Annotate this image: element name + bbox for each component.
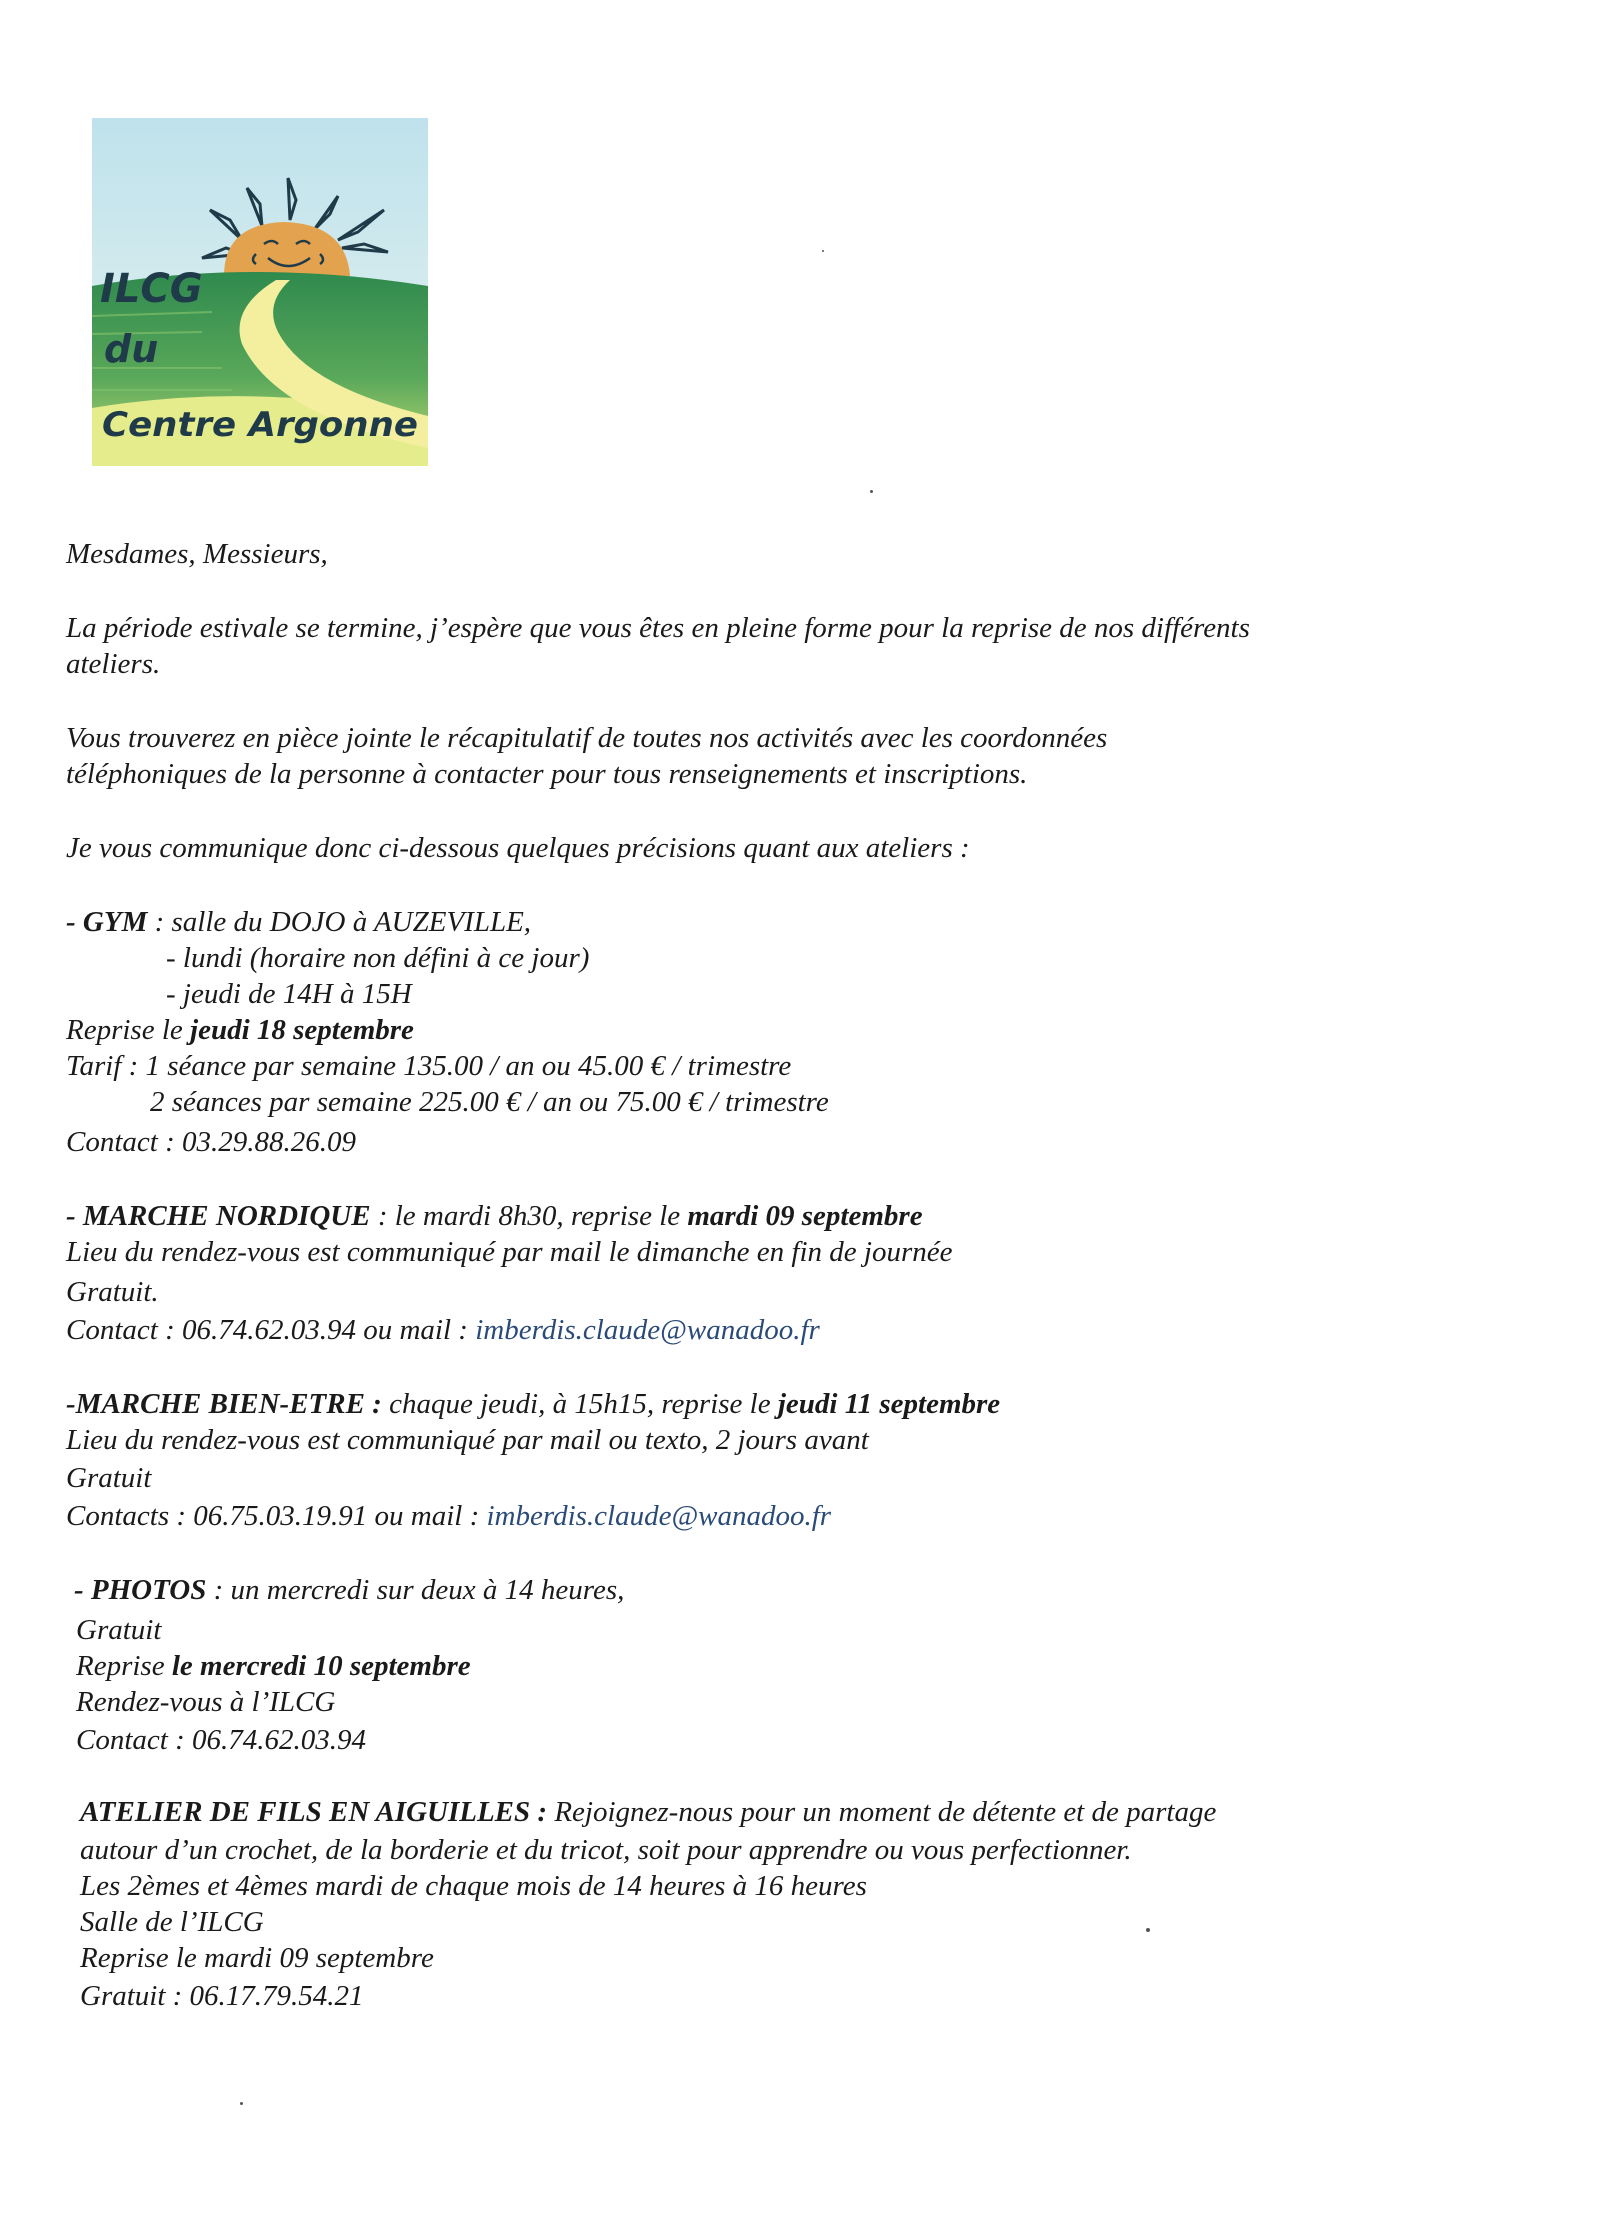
marche-bien-etre-contact xyxy=(66,1498,831,1534)
marche-bien-etre-resume-date: jeudi 11 septembre xyxy=(777,1388,1001,1420)
fils-aiguilles-schedule: Les 2èmes et 4èmes mardi de chaque mois de 14 heures à 16 heures xyxy=(80,1870,867,1902)
fils-aiguilles-title: ATELIER DE FILS EN AIGUILLES : xyxy=(80,1796,548,1828)
logo-text-centre-argonne: Centre Argonne xyxy=(102,405,418,445)
scan-speck xyxy=(870,490,873,493)
marche-bien-etre-email-link[interactable]: imberdis.claude@wanadoo.fr xyxy=(486,1500,832,1532)
intro-paragraph-2-line-1: Vous trouverez en pièce jointe le récapitulatif de toutes nos activités avec les coordonnées xyxy=(66,722,1108,754)
marche-bien-etre-schedule: chaque jeudi, à 15h15, reprise le xyxy=(381,1388,778,1420)
scan-speck xyxy=(240,2102,243,2105)
marche-bien-etre-meeting: Lieu du rendez-vous est communiqué par mail ou texto, 2 jours avant xyxy=(66,1424,869,1456)
intro-paragraph-2-line-2: téléphoniques de la personne à contacter pour tous renseignements et inscriptions. xyxy=(66,758,1028,790)
fils-aiguilles-desc-2: autour d’un crochet, de la borderie et du tricot, soit pour apprendre ou vous perfectionner. xyxy=(80,1834,1132,1866)
gym-contact: Contact : 03.29.88.26.09 xyxy=(66,1126,356,1158)
gym-resume-prefix: Reprise le xyxy=(66,1014,191,1046)
photos-place: Rendez-vous à l’ILCG xyxy=(76,1686,336,1718)
marche-nordique-email-link[interactable]: imberdis.claude@wanadoo.fr xyxy=(475,1314,820,1346)
logo-text-ilcg: ILCG xyxy=(100,266,203,312)
photos-contact: Contact : 06.74.62.03.94 xyxy=(76,1724,366,1756)
marche-nordique-contact-text: Contact : 06.74.62.03.94 ou mail : xyxy=(66,1314,476,1346)
gym-tarif-1: Tarif : 1 séance par semaine 135.00 / an ou 45.00 € / trimestre xyxy=(66,1050,792,1082)
salutation: Mesdames, Messieurs, xyxy=(66,538,328,570)
marche-nordique-contact xyxy=(66,1312,820,1348)
logo-text-du: du xyxy=(104,327,159,371)
intro-paragraph-1-line-2: ateliers. xyxy=(66,648,161,680)
scan-speck xyxy=(1146,1928,1150,1932)
fils-aiguilles-heading xyxy=(80,1794,1216,1830)
marche-nordique-schedule: : le mardi 8h30, reprise le xyxy=(370,1200,688,1232)
photos-price: Gratuit xyxy=(76,1614,162,1646)
fils-aiguilles-resume: Reprise le mardi 09 septembre xyxy=(80,1942,434,1974)
fils-aiguilles-contact: Gratuit : 06.17.79.54.21 xyxy=(80,1980,364,2012)
gym-tarif-2: 2 séances par semaine 225.00 € / an ou 75.00 € / trimestre xyxy=(150,1086,829,1118)
gym-resume-date: jeudi 18 septembre xyxy=(190,1014,414,1046)
marche-bien-etre-heading xyxy=(66,1386,1000,1422)
gym-title: - GYM xyxy=(66,906,148,938)
marche-nordique-title: - MARCHE NORDIQUE xyxy=(66,1200,371,1232)
marche-nordique-resume-date: mardi 09 septembre xyxy=(687,1200,923,1232)
gym-slot-monday: - lundi (horaire non défini à ce jour) xyxy=(166,942,590,974)
marche-nordique-price: Gratuit. xyxy=(66,1276,159,1308)
gym-resume xyxy=(66,1012,414,1048)
photos-resume-date: le mercredi 10 septembre xyxy=(171,1650,471,1682)
fils-aiguilles-place: Salle de l’ILCG xyxy=(80,1906,264,1938)
photos-resume xyxy=(76,1648,471,1684)
scan-speck xyxy=(822,250,824,252)
ilcg-logo xyxy=(92,118,428,466)
marche-bien-etre-title: -MARCHE BIEN-ETRE : xyxy=(66,1388,382,1420)
photos-schedule: : un mercredi sur deux à 14 heures, xyxy=(206,1574,625,1606)
marche-nordique-heading xyxy=(66,1198,923,1234)
gym-heading xyxy=(66,904,531,940)
gym-slot-thursday: - jeudi de 14H à 15H xyxy=(166,978,412,1010)
marche-bien-etre-contact-text: Contacts : 06.75.03.19.91 ou mail : xyxy=(66,1500,487,1532)
marche-bien-etre-price: Gratuit xyxy=(66,1462,152,1494)
intro-paragraph-1-line-1: La période estivale se termine, j’espère que vous êtes en pleine forme pour la reprise de nos différents xyxy=(66,612,1250,644)
fils-aiguilles-desc-1: Rejoignez-nous pour un moment de détente et de partage xyxy=(547,1796,1217,1828)
photos-heading xyxy=(74,1572,624,1608)
photos-title: - PHOTOS xyxy=(74,1574,207,1606)
marche-nordique-meeting: Lieu du rendez-vous est communiqué par mail le dimanche en fin de journée xyxy=(66,1236,953,1268)
gym-place: : salle du DOJO à AUZEVILLE, xyxy=(147,906,532,938)
photos-resume-prefix: Reprise xyxy=(76,1650,172,1682)
intro-paragraph-3: Je vous communique donc ci-dessous quelques précisions quant aux ateliers : xyxy=(66,832,970,864)
